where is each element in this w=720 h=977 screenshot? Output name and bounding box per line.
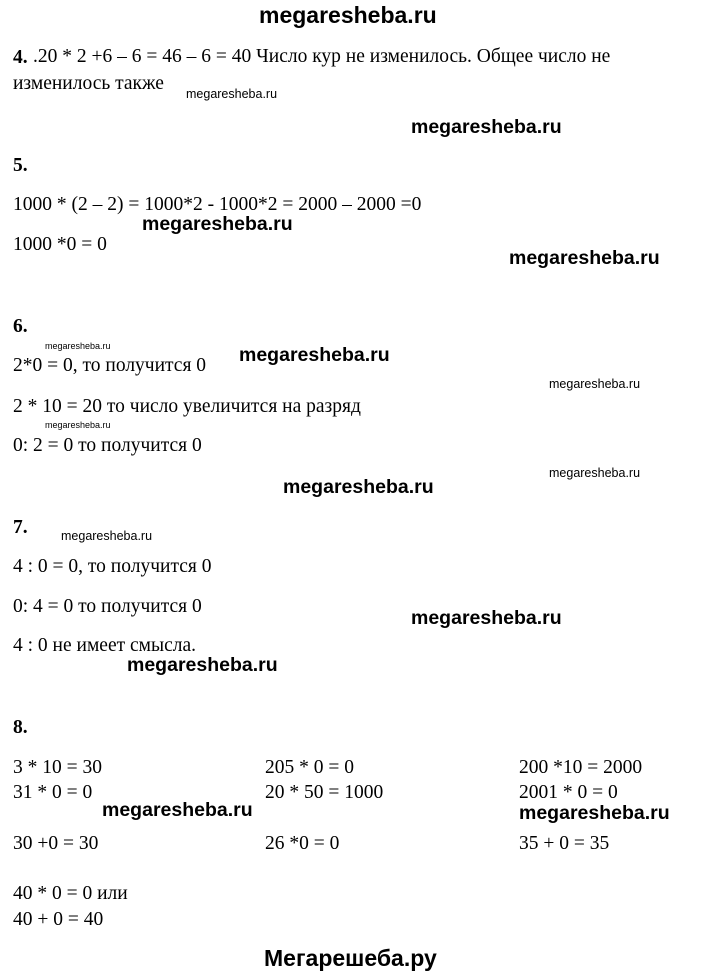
watermark-big: megaresheba.ru <box>142 213 293 235</box>
watermark-big: megaresheba.ru <box>127 654 278 676</box>
section-6-line-1: 2*0 = 0, то получится 0 <box>13 355 207 376</box>
watermark-big: megaresheba.ru <box>102 799 253 821</box>
s8-col2-row2: 20 * 50 = 1000 <box>265 782 384 803</box>
page-header: megaresheba.ru <box>259 2 437 28</box>
s8-extra-line-2: 40 + 0 = 40 <box>13 909 104 930</box>
section-7-line-1: 4 : 0 = 0, то получится 0 <box>13 556 212 577</box>
section-6-number: 6. <box>13 316 28 337</box>
watermark-big: megaresheba.ru <box>411 607 562 629</box>
watermark-small: megaresheba.ru <box>549 466 641 480</box>
section-6-line-2: 2 * 10 = 20 то число увеличится на разряд <box>13 396 361 417</box>
s8-col3-row3: 35 + 0 = 35 <box>519 833 610 854</box>
section-7-number: 7. <box>13 517 28 538</box>
section-5-number: 5. <box>13 155 28 176</box>
section-4-line-2: изменилось также <box>13 73 164 94</box>
watermark-small: megaresheba.ru <box>186 87 278 101</box>
section-7-line-2: 0: 4 = 0 то получится 0 <box>13 596 202 617</box>
s8-col3-row1: 200 *10 = 2000 <box>519 757 643 778</box>
watermark-big: megaresheba.ru <box>509 247 660 269</box>
s8-col1-row3: 30 +0 = 30 <box>13 833 99 854</box>
watermark-tiny: megaresheba.ru <box>45 341 111 351</box>
section-4-number: 4. <box>13 47 28 68</box>
watermark-tiny: megaresheba.ru <box>45 420 111 430</box>
s8-col2-row3: 26 *0 = 0 <box>265 833 340 854</box>
watermark-small: megaresheba.ru <box>61 529 153 543</box>
watermark-big: megaresheba.ru <box>411 116 562 138</box>
section-6-line-3: 0: 2 = 0 то получится 0 <box>13 435 202 456</box>
s8-col3-row2: 2001 * 0 = 0 <box>519 782 618 803</box>
section-5-line-2: 1000 *0 = 0 <box>13 234 107 255</box>
watermark-small: megaresheba.ru <box>549 377 641 391</box>
s8-extra-line-1: 40 * 0 = 0 или <box>13 883 128 904</box>
watermark-big: megaresheba.ru <box>519 802 670 824</box>
section-5-line-1: 1000 * (2 – 2) = 1000*2 - 1000*2 = 2000 – 2000 =0 <box>13 194 422 215</box>
s8-col2-row1: 205 * 0 = 0 <box>265 757 354 778</box>
watermark-big: megaresheba.ru <box>283 476 434 498</box>
watermark-big: megaresheba.ru <box>239 344 390 366</box>
page-footer: Мегарешеба.ру <box>264 945 437 971</box>
s8-col1-row2: 31 * 0 = 0 <box>13 782 93 803</box>
section-7-line-3: 4 : 0 не имеет смысла. <box>13 635 197 656</box>
section-4-line-1: .20 * 2 +6 – 6 = 46 – 6 = 40 Число кур не изменилось. Общее число не <box>33 46 611 67</box>
s8-col1-row1: 3 * 10 = 30 <box>13 757 102 778</box>
section-8-number: 8. <box>13 717 28 738</box>
